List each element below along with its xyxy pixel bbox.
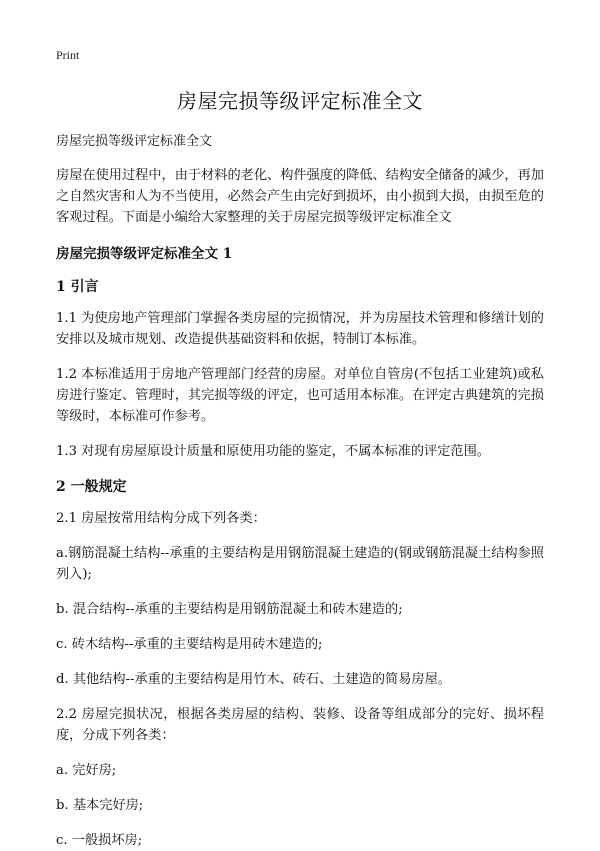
chapter-2-heading: 2 一般规定 <box>56 479 127 495</box>
list-item-a-intact: a. 完好房; <box>56 763 117 778</box>
print-link[interactable]: Print <box>56 48 80 62</box>
list-item-c-brick-wood: c. 砖木结构--承重的主要结构是用砖木建造的; <box>56 637 323 652</box>
list-item-b-mixed: b. 混合结构--承重的主要结构是用钢筋混凝土和砖木建造的; <box>56 602 403 617</box>
paragraph-2-2: 2.2 房屋完损状况，根据各类房屋的结构、装修、设备等组成部分的完好、损坏程度，分成下列各类： <box>56 707 544 743</box>
list-item-c-general-damage: c. 一般损坏房; <box>56 833 143 848</box>
section-title: 房屋完损等级评定标准全文 1 <box>56 246 233 262</box>
list-item-d-other: d. 其他结构--承重的主要结构是用竹木、砖石、土建造的简易房屋。 <box>56 672 451 687</box>
paragraph-1-3: 1.3 对现有房屋原设计质量和原使用功能的鉴定，不属本标准的评定范围。 <box>56 444 490 459</box>
intro-paragraph: 房屋在使用过程中，由于材料的老化、构件强度的降低、结构安全储备的减少，再加之自然灾害和人为不当使用，必然会产生由完好到损坏，由小损到大损，由损至危的客观过程。下面是小编给大家整理的关于房屋完损等级评定标准全文 <box>56 168 544 225</box>
chapter-1-heading: 1 引言 <box>56 279 99 295</box>
list-item-b-basic-intact: b. 基本完好房; <box>56 798 144 813</box>
list-item-a-concrete: a.钢筋混凝土结构--承重的主要结构是用钢筋混凝土建造的(钢或钢筋混凝土结构参照列入); <box>56 546 544 582</box>
paragraph-1-1: 1.1 为使房地产管理部门掌握各类房屋的完损情况，并为房屋技术管理和修缮计划的安排以及城市规划、改造提供基础资料和依据，特制订本标准。 <box>56 311 544 347</box>
paragraph-2-1: 2.1 房屋按常用结构分成下列各类： <box>56 511 266 526</box>
subtitle: 房屋完损等级评定标准全文 <box>56 134 213 149</box>
paragraph-1-2: 1.2 本标准适用于房地产管理部门经营的房屋。对单位自管房(不包括工业建筑)或私房进行鉴定、管理时，其完损等级的评定，也可适用本标准。在评定古典建筑的完损等级时，本标准可作参考。 <box>56 367 544 424</box>
page-title: 房屋完损等级评定标准全文 <box>177 89 423 113</box>
